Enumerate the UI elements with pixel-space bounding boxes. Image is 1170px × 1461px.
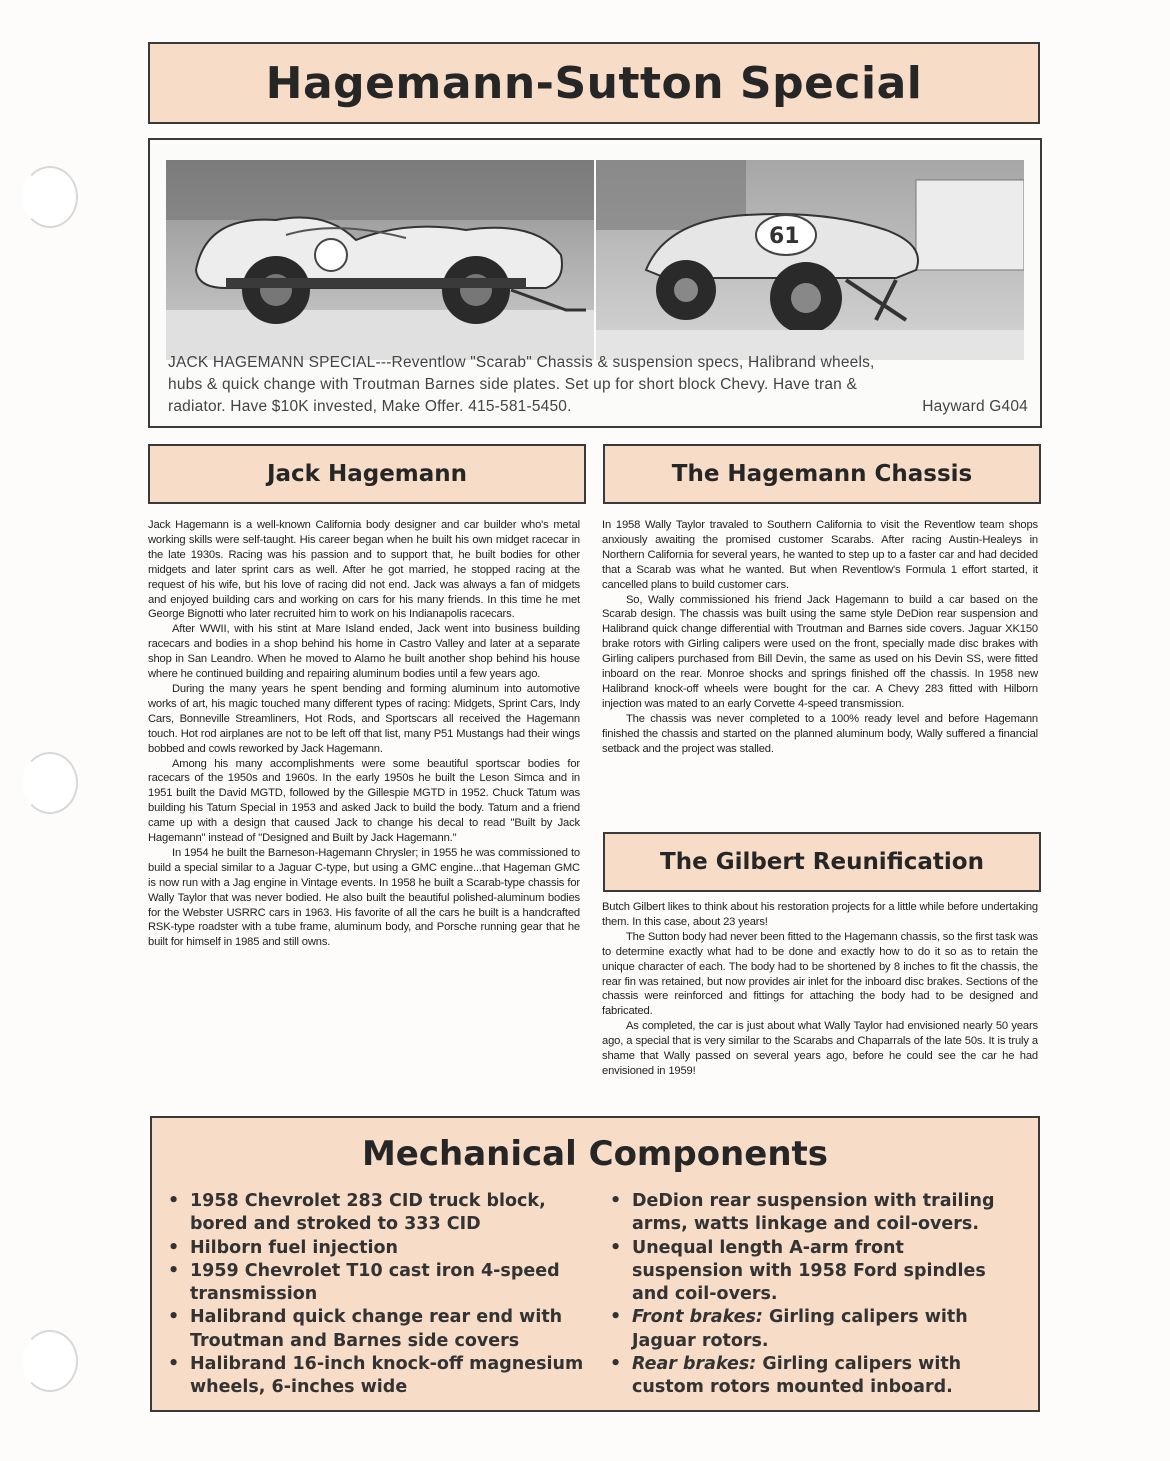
mech-item	[608, 1237, 1018, 1307]
chassis-heading: The Hagemann Chassis	[671, 461, 973, 487]
mech-item-text: Girling calipers with custom rotors mounted inboard.	[632, 1354, 962, 1398]
jack-hagemann-heading-box	[148, 444, 586, 504]
chassis-paragraph-1: In 1958 Wally Taylor travaled to Southern California to visit the Reventlow team shops anxiously awaiting the promised customer Scarabs. After racing Austin-Healeys in Northern California for several years, he wanted to step up to a faster car and had decided that a Scarab was what he wanted. But when Reventlow's Formula 1 effort started, it cancelled plans to build customer cars.	[602, 519, 1038, 591]
mech-item: • 1959 Chevrolet T10 cast iron 4-speed transmission	[166, 1260, 584, 1307]
jack-paragraph-4: Among his many accomplishments were some beautiful sportscar bodies for racecars of the 1950s and 1960s. In the early 1950s he built the Leson Simca and in 1951 built the David MGTD, followed by the Gillespie MGTD in 1952. Chuck Tatum was building his Tatum Special in 1953 and asked Jack to build the body. Tatum and a friend came up with a design that caused Jack to change his decal to read "Built by Jack Hagemann" instead of "Designed and Built by Jack Hagemann."	[148, 757, 580, 845]
mech-item-text: DeDion rear suspension with trailing arms, watts linkage and coil-overs.	[632, 1191, 995, 1235]
title-banner	[148, 42, 1040, 124]
gilbert-paragraph-2: The Sutton body had never been fitted to the Hagemann chassis, so the first task was to determine exactly what had to be done and exactly how to do it so as to retain the unique character of each. The body had to be shortened by 8 inches to fit the chassis, the rear fin was retained, but now provides air inlet for the inboard disc brakes. Sections of the chassis were reinforced and fittings for attaching the body had to be designed and fabricated.	[602, 930, 1038, 1018]
binder-hole-top	[22, 166, 78, 228]
mech-item	[608, 1353, 1018, 1400]
gilbert-heading-box	[603, 832, 1041, 892]
binder-hole-bottom	[22, 1330, 78, 1392]
jack-paragraph-5: In 1954 he built the Barneson-Hagemann Chrysler; in 1955 he was commissioned to build a special similar to a Jaguar C-type, but using a GMC engine...that Hageman GMC is now run with a Jag engine in Vintage events. In 1958 he built a Scarab-type chassis for Wally Taylor that was never bodied. He also built the beautiful polished-aluminum bodies for the Webster USRRC cars in 1963. His favorite of all the cars he built is a handcrafted RSK-type roadster with a tube frame, aluminum body, and Porsche running gear that he built for himself in 1985 and still owns.	[148, 846, 580, 949]
jack-paragraph-2: After WWII, with his stint at Mare Island ended, Jack went into business building racecars and bodies in a shop behind his home in Castro Valley and later at a separate shop in San Leandro. When he moved to Alamo he built another shop behind his house where he continued building and repairing aluminum bodies until a few years ago.	[148, 623, 580, 681]
car-number: 61	[769, 224, 800, 249]
gilbert-body	[602, 900, 1038, 1079]
mech-item-text: Girling calipers with Jaguar rotors.	[632, 1307, 968, 1351]
binder-hole-middle	[22, 752, 78, 814]
classified-ad	[148, 138, 1042, 428]
page-title: Hagemann-Sutton Special	[265, 57, 923, 109]
chassis-paragraph-3: The chassis was never completed to a 100% ready level and before Hagemann finished the chassis and started on the planned aluminum body, Wally suffered a financial setback and the project was stalled.	[602, 712, 1038, 755]
chassis-paragraph-2: So, Wally commissioned his friend Jack Hagemann to build a car based on the Scarab design. The chassis was built using the same style DeDion rear suspension and Halibrand quick change differential with Troutman and Barnes side covers. Jaguar XK150 brake rotors with Girling calipers were used on the front, specially made disc brakes with Girling calipers purchased from Bill Devin, the same as used on his Devin SS, were fitted inboard on the rear. Monroe shocks and springs finished off the chassis. In 1958 new Halibrand knock-off wheels were bought for the car. A Chevy 283 fitted with Hilborn injection was mated to an early Corvette 4-speed transmission.	[602, 593, 1038, 710]
jack-paragraph-3: During the many years he spent bending and forming aluminum into automotive works of art, his magic touched many different types of racing: Midgets, Sprint Cars, Indy Cars, Bonneville Streamliners, Hot Rods, and Sportscars all received the Hagemann touch. Hot rod airplanes are not to be left off that list, many P51 Mustangs had their wings bobbed and cowls reworked by Jack Hagemann.	[148, 682, 580, 755]
mech-item: • 1958 Chevrolet 283 CID truck block, bored and stroked to 333 CID	[166, 1190, 584, 1237]
mech-item-lead: Front brakes:	[632, 1307, 763, 1328]
gilbert-paragraph-1: Butch Gilbert likes to think about his restoration projects for a little while before undertaking them. In this case, about 23 years!	[602, 901, 1038, 928]
ad-line-3: radiator. Have $10K invested, Make Offer. 415-581-5450.	[168, 398, 572, 415]
ad-line-1: JACK HAGEMANN SPECIAL---Reventlow "Scarab" Chassis & suspension specs, Halibrand wheels,	[168, 354, 875, 371]
mech-item	[608, 1306, 1018, 1353]
mech-item: • Hilborn fuel injection	[166, 1237, 584, 1260]
jack-hagemann-heading: Jack Hagemann	[266, 461, 468, 487]
mechanical-components-box	[150, 1116, 1040, 1412]
mechanical-list-left	[166, 1190, 584, 1400]
chassis-heading-box	[603, 444, 1041, 504]
mechanical-heading: Mechanical Components	[361, 1134, 829, 1174]
mech-item-lead: Rear brakes:	[632, 1354, 757, 1375]
mech-item	[608, 1190, 1018, 1237]
mech-item: • Halibrand quick change rear end with Troutman and Barnes side covers	[166, 1306, 584, 1353]
jack-paragraph-1: Jack Hagemann is a well-known California body designer and car builder who's metal working skills were self-taught. His career began when he built his own midget racecar in the late 1930s. Racing was his passion and to support that, he built bodies for other midgets and later sprint cars as well. After he got married, he stopped racing at the request of his wife, but his love of racing did not end. Jack was always a fan of midgets and enjoyed building cars and working on cars for his many friends. In this time he met George Bignotti who later recruited him to work on his Indianapolis racecars.	[148, 519, 580, 621]
ad-line-3-row	[168, 396, 1028, 418]
gilbert-heading: The Gilbert Reunification	[660, 849, 984, 875]
mechanical-list-right	[608, 1190, 1018, 1400]
gilbert-paragraph-3: As completed, the car is just about what Wally Taylor had envisioned nearly 50 years ago, a special that is very similar to the Scarabs and Chaparrals of the late 50s. It is truly a shame that Wally passed on several years ago, before he could see the car he had envisioned in 1959!	[602, 1020, 1038, 1077]
mech-item-text: Unequal length A-arm front suspension with 1958 Ford spindles and coil-overs.	[632, 1237, 986, 1305]
chassis-body	[602, 518, 1038, 757]
mech-item: • Halibrand 16-inch knock-off magnesium wheels, 6-inches wide	[166, 1353, 584, 1400]
ad-line-2: hubs & quick change with Troutman Barnes side plates. Set up for short block Chevy. Have tran &	[168, 376, 858, 393]
jack-hagemann-body	[148, 518, 580, 950]
ad-caption	[168, 352, 1028, 418]
car-photo-rear	[596, 160, 1024, 360]
car-photo-side	[166, 160, 594, 360]
ad-code: Hayward G404	[922, 398, 1028, 415]
